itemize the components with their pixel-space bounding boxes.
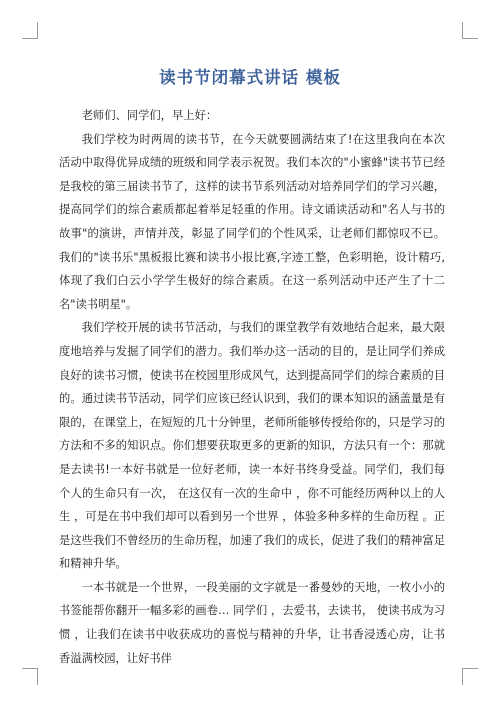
body-paragraph-2: 我们学校开展的读书节活动，与我们的课堂教学有效地结合起来，最大限度地培养与发掘了同学们的潜力。我们举办这一活动的目的，是让同学们养成良好的读书习惯，使读书在校园里形成风气，达到提高同学们的综合素质的目的。通过读书节活动，同学们应该已经认识到，我们的课本知识的涵盖量是有限的，在课堂上，在短短的几十分钟里，老师所能够传授给你的，只是学习的方法和不多的知识点。你们想要获取更多的更新的知识，方法只有一个：那就是去读书!一本好书就是一位好老师，读一本好书终身受益。同学们，我们每个人的生命只有一次， 在这仅有一次的生命中 ，你不可能经历两种以上的人生 ，可是在书中我们却可以看到另一个世界 ，体验多种多样的生命历程 。正是这些我们不曾经历的生命历程，加速了我们的成长，促进了我们的精神富足和精神升华。 — [59, 321, 445, 571]
body-paragraph-3: 一本书就是一个世界，一段美丽的文字就是一番曼妙的天地，一枚小小的书签能帮你翻开一幅多彩的画卷… 同学们 ，去爱书，去读书， 使读书成为习惯 ，让我们在读书中收获成功的喜悦与精神的升华，让书香浸透心房，让书香溢满校园，让好书伴 — [59, 580, 445, 665]
crop-mark-bottom-left — [22, 668, 38, 669]
crop-mark-bottom-right — [462, 668, 463, 685]
crop-mark-top-right — [462, 22, 463, 39]
document-title: 读书节闭幕式讲话 模板 — [159, 68, 341, 87]
crop-mark-bottom-right — [462, 668, 478, 669]
crop-mark-top-left — [22, 38, 38, 39]
body-paragraph-1: 我们学校为时两周的读书节，在今天就要圆满结束了!在这里我向在本次活动中取得优异成绩的班级和同学表示祝贺。我们本次的"小蜜蜂"读书节已经是我校的第三届读书节了，这样的读书节系列活动对培养同学们的学习兴趣，提高同学们的综合素质都起着举足轻重的作用。诗文诵读活动和"名人与书的故事"的演讲，声情并茂，彰显了同学们的个性风采，让老师们都惊叹不已。我们的"读书乐"黑板报比赛和读书小报比赛,字迹工整，色彩明艳，设计精巧,体现了我们白云小学学生极好的综合素质。在这一系列活动中还产生了十二名"读书明星"。 — [59, 132, 445, 311]
crop-mark-top-left — [37, 22, 38, 39]
greeting-paragraph: 老师们、同学们，早上好： — [81, 109, 218, 122]
crop-mark-top-right — [462, 38, 478, 39]
crop-mark-bottom-left — [37, 668, 38, 685]
document-body — [59, 104, 445, 670]
